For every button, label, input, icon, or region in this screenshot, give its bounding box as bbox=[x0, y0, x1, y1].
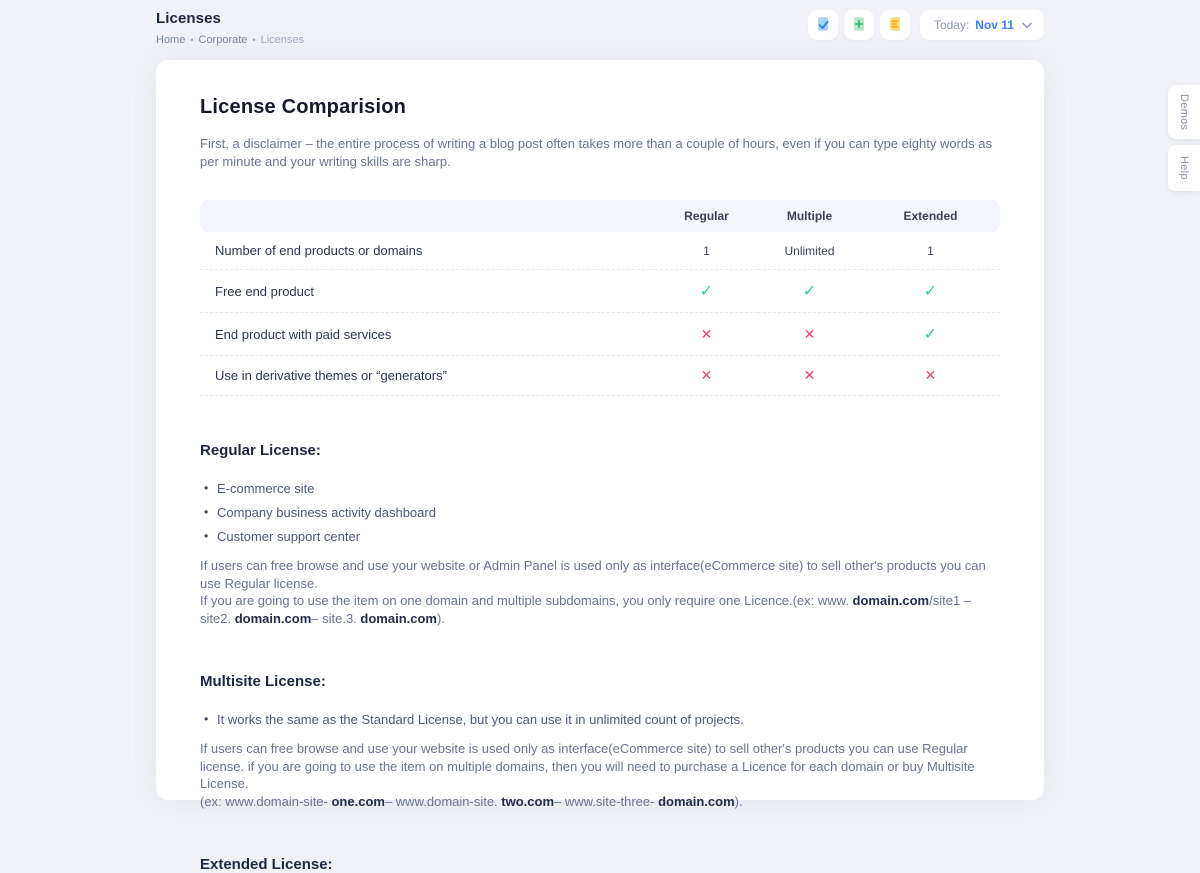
document-plus-icon bbox=[850, 15, 868, 36]
document-plus-button[interactable] bbox=[844, 10, 874, 40]
check-icon: ✓ bbox=[802, 283, 817, 300]
breadcrumb-home[interactable]: Home bbox=[156, 34, 186, 46]
table-cell bbox=[861, 313, 1000, 356]
column-header-extended: Extended bbox=[861, 200, 1000, 232]
cross-icon: ✕ bbox=[924, 367, 937, 383]
table-row bbox=[200, 356, 1000, 396]
table-cell bbox=[655, 356, 758, 396]
main-card bbox=[156, 60, 1044, 873]
date-picker-value: Nov 11 bbox=[975, 18, 1014, 32]
bold-text: domain.com bbox=[658, 793, 735, 809]
check-icon: ✓ bbox=[699, 283, 714, 300]
text-segment: If you are going to use the item on one domain and multiple subdomains, you only require one Licence.(ex: www. bbox=[200, 593, 853, 608]
list-item: • E-commerce site bbox=[200, 481, 1000, 496]
topbar-actions bbox=[808, 10, 1044, 40]
text-segment: ). bbox=[734, 793, 743, 809]
text-segment: If users can free browse and use your website or Admin Panel is used only as interface(eCommerce site) to sell other's products you can use Regular license. bbox=[200, 558, 986, 591]
license-comparison-table bbox=[200, 200, 1000, 396]
list-item: • Company business activity dashboard bbox=[200, 505, 1000, 520]
text-segment: /site1 – site2. bbox=[200, 593, 972, 626]
row-label: Number of end products or domains bbox=[200, 232, 655, 270]
bold-text: two.com bbox=[501, 793, 555, 809]
table-header bbox=[200, 200, 1000, 232]
table-row bbox=[200, 270, 1000, 313]
date-picker-label: Today: bbox=[933, 18, 970, 32]
content-heading: License Comparision bbox=[200, 96, 407, 118]
check-icon: ✓ bbox=[923, 326, 938, 343]
breadcrumb-current: Licenses bbox=[260, 34, 304, 46]
list-item: • Customer support center bbox=[200, 529, 1000, 544]
table-cell bbox=[758, 313, 861, 356]
cell-value: 1 bbox=[703, 244, 710, 258]
license-sections bbox=[200, 442, 1000, 873]
bullet-list bbox=[200, 712, 1000, 727]
table-cell bbox=[655, 270, 758, 313]
cross-icon: ✕ bbox=[803, 367, 816, 383]
demos-tab[interactable] bbox=[1168, 85, 1200, 139]
document-lines-icon bbox=[886, 15, 904, 36]
help-tab-label: Help bbox=[1178, 156, 1190, 180]
text-segment: (ex: www.domain-site- bbox=[200, 793, 332, 809]
check-icon: ✓ bbox=[923, 283, 938, 300]
section-heading: Extended License: bbox=[200, 856, 333, 873]
cross-icon: ✕ bbox=[700, 325, 713, 342]
document-lines-button[interactable] bbox=[880, 10, 910, 40]
breadcrumb bbox=[156, 34, 304, 46]
table-body bbox=[200, 232, 1000, 396]
table-cell bbox=[861, 356, 1000, 396]
bold-text: domain.com bbox=[852, 593, 930, 608]
cross-icon: ✕ bbox=[700, 367, 713, 383]
document-check-icon bbox=[814, 15, 832, 36]
text-segment: – www.site-three- bbox=[554, 793, 659, 809]
table-cell bbox=[861, 270, 1000, 313]
text-segment: ). bbox=[436, 610, 445, 626]
cell-value: Unlimited bbox=[784, 244, 835, 258]
topbar bbox=[156, 10, 1044, 46]
document-check-button[interactable] bbox=[808, 10, 838, 40]
table-cell bbox=[861, 232, 1000, 270]
section-heading: Regular License: bbox=[200, 442, 321, 459]
breadcrumb-corporate[interactable]: Corporate bbox=[198, 34, 248, 46]
bold-text: domain.com bbox=[360, 610, 437, 626]
breadcrumb-separator: • bbox=[252, 35, 256, 45]
section-paragraph bbox=[200, 557, 1000, 627]
disclaimer-text: First, a disclaimer – the entire process of writing a blog post often takes more than a couple of hours, even if you can type eighty words as per minute and your writing skills are sharp. bbox=[200, 136, 992, 169]
bold-text: one.com bbox=[331, 793, 385, 809]
table-cell bbox=[758, 232, 861, 270]
row-label: Use in derivative themes or “generators” bbox=[200, 356, 655, 396]
text-segment: If users can free browse and use your website is used only as interface(eCommerce site) to sell other's products you can use Regular license. if you are going to use the item on multiple domains, then you will need to purchase a Licence for each domain or buy Multisite License. bbox=[200, 741, 975, 791]
column-header-empty bbox=[200, 200, 655, 232]
table-cell bbox=[758, 356, 861, 396]
table-row bbox=[200, 313, 1000, 356]
chevron-down-icon bbox=[1020, 16, 1032, 34]
bullet-list bbox=[200, 481, 1000, 544]
section-heading: Multisite License: bbox=[200, 673, 326, 690]
table-cell bbox=[758, 270, 861, 313]
row-label: End product with paid services bbox=[200, 313, 655, 356]
page-head bbox=[156, 10, 304, 46]
text-segment: – www.domain-site. bbox=[384, 793, 502, 809]
row-label: Free end product bbox=[200, 270, 655, 313]
table-cell bbox=[655, 313, 758, 356]
demos-tab-label: Demos bbox=[1178, 93, 1190, 131]
cell-value: 1 bbox=[927, 244, 934, 258]
help-tab[interactable] bbox=[1168, 145, 1200, 191]
bold-text: domain.com bbox=[234, 610, 312, 626]
table-cell bbox=[655, 232, 758, 270]
column-header-regular: Regular bbox=[655, 200, 758, 232]
text-segment: – site.3. bbox=[311, 610, 361, 626]
section-paragraph bbox=[200, 740, 1000, 810]
list-item: • It works the same as the Standard License, but you can use it in unlimited count of projects. bbox=[200, 712, 1000, 727]
breadcrumb-separator: • bbox=[190, 35, 194, 45]
date-picker[interactable] bbox=[920, 10, 1044, 40]
column-header-multiple: Multiple bbox=[758, 200, 861, 232]
cross-icon: ✕ bbox=[803, 325, 816, 342]
table-row bbox=[200, 232, 1000, 270]
page-title: Licenses bbox=[156, 10, 222, 27]
